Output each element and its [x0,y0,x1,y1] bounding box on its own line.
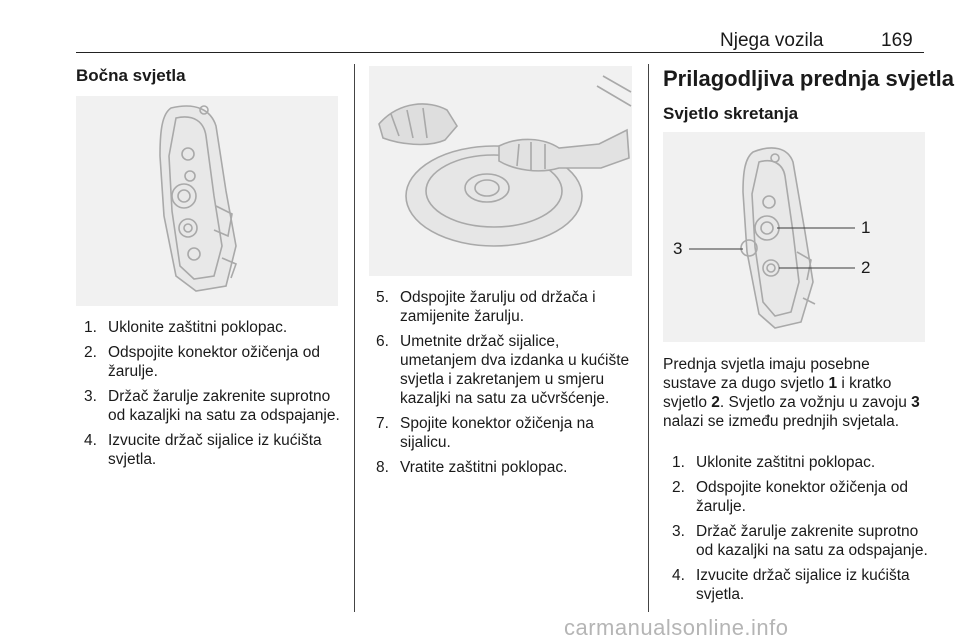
list-item [672,522,928,560]
step-text: Uklonite zaštitni poklopac. [108,319,288,336]
right-steps-list [672,453,928,610]
intro-text: . Svjetlo za vožnju u zavoju [719,394,912,411]
step-text: Odspojite konektor ožičenja od žarulje. [696,479,908,515]
step-number: 2. [84,344,97,361]
step-number: 7. [376,415,389,432]
column-divider-left [354,64,355,612]
intro-ref-1: 1 [828,375,838,392]
section-title-side-lights: Bočna svjetla [76,66,186,85]
middle-steps-list [376,288,636,483]
step-number: 6. [376,333,389,350]
step-text: Odspojite žarulju od držača i zamijenite žarulju. [400,289,596,325]
callout-label-3: 3 [673,239,683,258]
callout-label-1: 1 [861,218,871,237]
intro-text: nalazi se između prednjih svjetala. [663,413,900,430]
page-number: 169 [881,30,913,51]
step-number: 5. [376,289,389,306]
section-title-adaptive-headlights: Prilagodljiva prednja svjetla [663,66,954,91]
step-text: Držač žarulje zakrenite suprotno od kazaljki na satu za odspajanje. [696,523,928,559]
step-text: Vratite zaštitni poklopac. [400,459,568,476]
step-number: 2. [672,479,685,496]
side-light-illustration [76,96,338,306]
step-text: Izvucite držač sijalice iz kućišta svjetla. [696,567,910,603]
list-item [672,566,928,604]
bulb-holder-illustration [369,66,632,276]
step-text: Spojite konektor ožičenja na sijalicu. [400,415,594,451]
list-item [84,431,346,469]
intro-text: i kratko svjetlo [663,375,892,411]
step-text: Držač žarulje zakrenite suprotno od kazaljki na satu za odspajanje. [108,388,340,424]
list-item [672,478,928,516]
left-steps-list [84,318,346,475]
callout-label-2: 2 [861,258,871,277]
step-number: 4. [84,432,97,449]
column-divider-right [648,64,649,612]
step-text: Odspojite konektor ožičenja od žarulje. [108,344,320,380]
intro-text: Prednja svjetla imaju posebne sustave za dugo svjetlo [663,356,870,392]
step-text: Uklonite zaštitni poklopac. [696,454,876,471]
step-text: Izvucite držač sijalice iz kućišta svjetla. [108,432,322,468]
list-item [84,318,346,337]
step-text: Umetnite držač sijalice, umetanjem dva izdanka u kućište svjetla i zakretanjem u smjeru kazaljki na satu za učvršćenje. [400,333,630,407]
watermark: carmanualsonline.info [564,615,789,640]
intro-ref-3: 3 [911,394,920,411]
list-item [84,343,346,381]
header-rule [76,52,924,53]
step-number: 4. [672,567,685,584]
subsection-title-cornering-light: Svjetlo skretanja [663,104,799,123]
step-number: 1. [672,454,685,471]
list-item [84,387,346,425]
step-number: 1. [84,319,97,336]
step-number: 3. [672,523,685,540]
step-number: 8. [376,459,389,476]
cornering-light-illustration [663,132,925,342]
list-item [672,453,928,472]
step-number: 3. [84,388,97,405]
list-item [376,288,636,326]
list-item [376,458,636,477]
list-item [376,332,636,408]
page-header-title: Njega vozila [720,30,824,51]
intro-paragraph [663,355,925,431]
list-item [376,414,636,452]
intro-ref-2: 2 [711,394,720,411]
